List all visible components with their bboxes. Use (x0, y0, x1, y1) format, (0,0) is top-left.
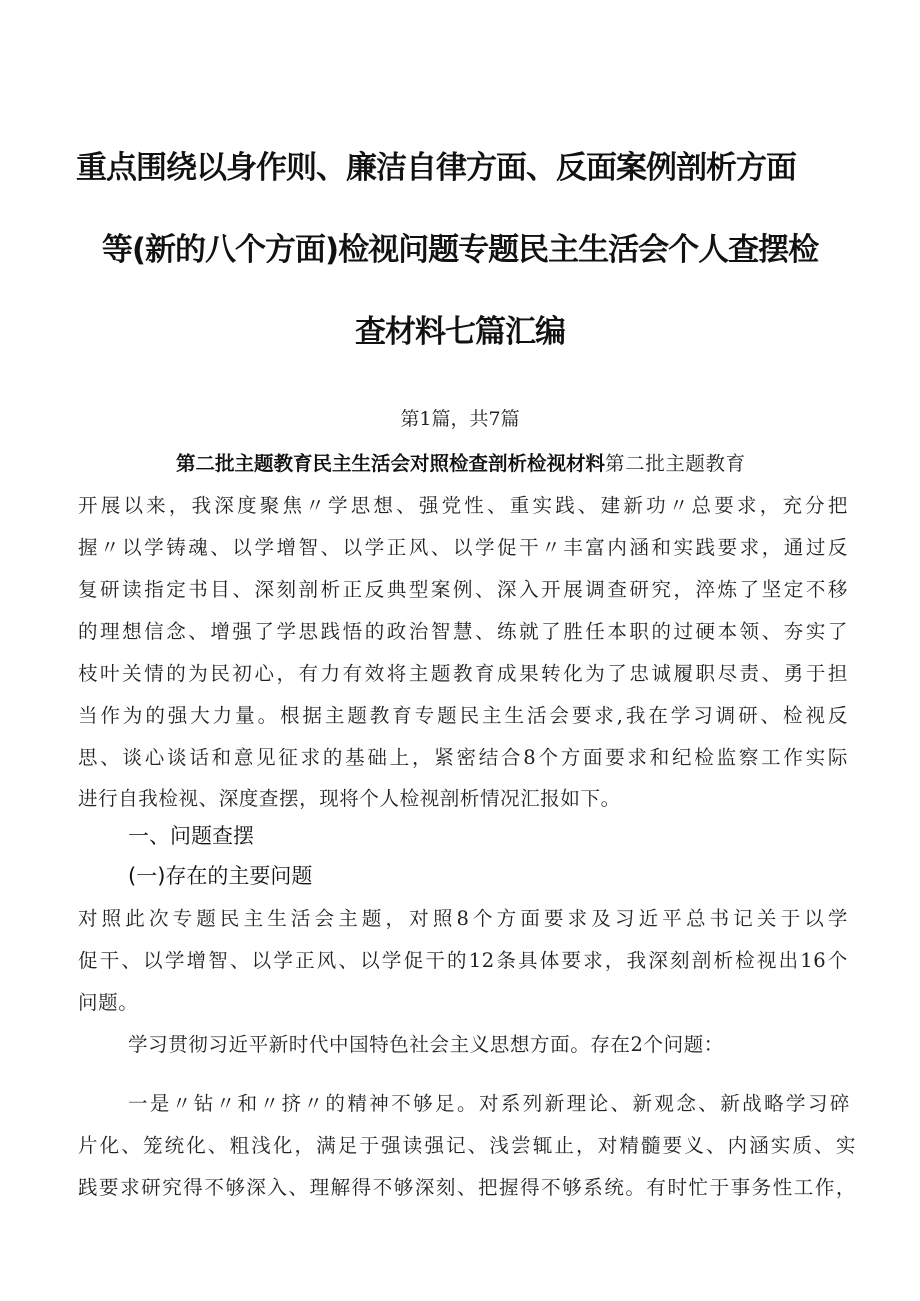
intro-first-line-rest: 第二批主题教育 (605, 452, 746, 475)
intro-first-line (176, 450, 848, 478)
paragraph-line: 片化、笼统化、粗浅化，满足于强读强记、浅尝辄止，对精髓要义、内涵实质、实 (78, 1134, 856, 1157)
document-title-line-2: 等(新的八个方面)检视问题专题民主生活会个人查摆检 (101, 232, 819, 268)
paragraph-line: 促干、以学增智、以学正风、以学促干的12条具体要求，我深刻剖析检视出16个 (78, 949, 848, 972)
intro-line: 进行自我检视、深度查摆，现将个人检视剖析情况汇报如下。 (78, 787, 621, 810)
part-indicator: 第1篇，共7篇 (400, 408, 520, 430)
subsection-heading: (一)存在的主要问题 (128, 864, 313, 888)
intro-line: 的理想信念、增强了学思践悟的政治智慧、练就了胜任本职的过硬本领、夯实了 (78, 620, 848, 643)
section-heading: 一、问题查摆 (128, 824, 254, 848)
intro-line: 枝叶关情的为民初心，有力有效将主题教育成果转化为了忠诚履职尽责、勇于担 (78, 662, 848, 685)
document-title-line-1: 重点围绕以身作则、廉洁自律方面、反面案例剖析方面 (76, 150, 796, 186)
intro-line: 开展以来，我深度聚焦〃学思想、强党性、重实践、建新功〃总要求，充分把 (78, 494, 848, 517)
intro-line: 当作为的强大力量。根据主题教育专题民主生活会要求,我在学习调研、检视反 (78, 704, 848, 727)
intro-line: 复研读指定书目、深刻剖析正反典型案例、深入开展调查研究，淬炼了坚定不移 (78, 578, 848, 601)
intro-line: 握〃以学铸魂、以学增智、以学正风、以学促干〃丰富内涵和实践要求，通过反 (78, 536, 848, 559)
paragraph-line: 践要求研究得不够深入、理解得不够深刻、把握得不够系统。有时忙于事务性工作， (78, 1176, 856, 1199)
paragraph-line: 对照此次专题民主生活会主题，对照8个方面要求及习近平总书记关于以学 (78, 907, 848, 930)
paragraph-line: 学习贯彻习近平新时代中国特色社会主义思想方面。存在2个问题： (128, 1033, 724, 1056)
document-title-line-3: 查材料七篇汇编 (355, 314, 565, 350)
paragraph-line: 一是〃钻〃和〃挤〃的精神不够足。对系列新理论、新观念、新战略学习碎 (128, 1092, 850, 1115)
intro-line: 思、谈心谈话和意见征求的基础上，紧密结合8个方面要求和纪检监察工作实际 (78, 746, 848, 769)
paragraph-line: 问题。 (78, 991, 139, 1014)
article-lead-title: 第二批主题教育民主生活会对照检查剖析检视材料 (176, 452, 606, 475)
